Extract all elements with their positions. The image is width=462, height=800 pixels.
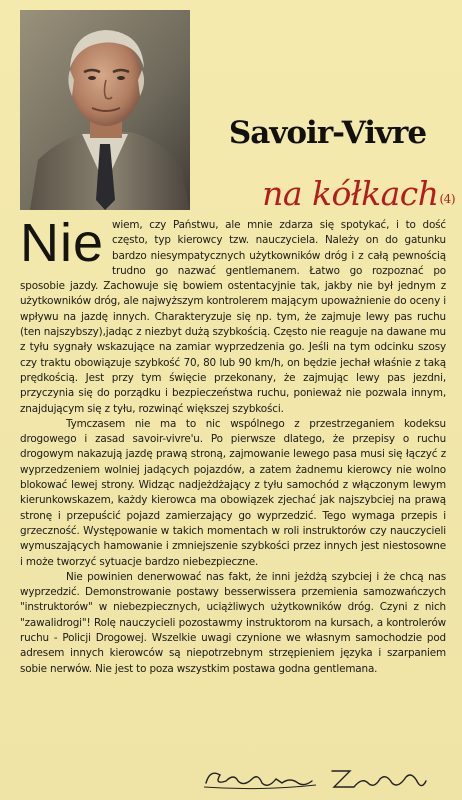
author-signature bbox=[200, 761, 430, 793]
dropcap: Nie bbox=[20, 213, 105, 273]
article-title: Savoir-Vivre bbox=[228, 115, 427, 151]
paragraph-2: Tymczasem nie ma to nic wspólnego z przestrzeganiem kodeksu drogowego i zasad savoir-vivre'u. Po pierwsze dlatego, że przepisy o ruchu drogowym nakazują jazdę prawą stroną, zajmowanie lewego pasa musi się łączyć z wyprzedzeniem wolniej jadących pojazdów, a zatem żadnemu kierowcy nie wolno blokować lewej strony. Widząc nadjeżdżający z tyłu samochód z włączonym lewym kierunkowskazem, każdy kierowca ma obowiązek zjechać jak najszybciej na prawą stronę i przepuścić pojazd zamierzający go wyprzedzić. Tego wymaga przepis i grzeczność. Występowanie w takich momentach w roli instruktorów czy nauczycieli wymuszających hamowanie i zmniejszenie szybkości przez innych jest niestosowne i może tworzyć sytuacje bardzo niebezpieczne. bbox=[20, 417, 446, 568]
article-body bbox=[20, 213, 446, 677]
paragraph-3: Nie powinien denerwować nas fakt, że inni jeżdżą szybciej i że chcą nas wyprzedzić. Demonstrowanie postawy besserwissera przemienia samozwańczych "instruktorów" w niebezpiecznych, uciążliwych użytkowników dróg. Czyni z nich "zawalidrogi"! Rolę nauczycieli pozostawmy instruktorom na kursach, a kontrolerów ruchu - Policji Drogowej. Wszelkie uwagi czynione we własnym samochodzie pod adresem innych kierowców są niepotrzebnym strzępieniem języka i szarpaniem sobie nerwów. Nie jest to poza wszystkim postawa godna gentlemana. bbox=[20, 570, 446, 675]
part-number: (4) bbox=[439, 192, 455, 206]
author-portrait-photo bbox=[20, 10, 190, 210]
article-subtitle bbox=[210, 174, 455, 213]
subtitle-text: na kółkach bbox=[262, 174, 439, 213]
paragraph-1: wiem, czy Państwu, ale mnie zdarza się spotykać, i to dość często, typ kierowcy tzw. nauczyciela. Należy on do gatunku bardzo niesympatycznych użytkowników dróg i z całą pewnością trudno go nazwać gentlemanem. Łatwo go rozpoznać po sposobie jazdy. Zachowuje się bowiem ostentacyjnie tak, jakby nie był jednym z użytkowników dróg, ale najwyższym kontrolerem mającym upoważnienie do oceny i wpływu na jazdę innych. Charakteryzuje się np. tym, że zajmuje lewy pas ruchu (ten najszybszy),jadąc z niezbyt dużą szybkością. Często nie reaguje na dawane mu z tyłu sygnały wskazujące na zamiar wyprzedzenia go. Jeśli na tym odcinku szosy czy traktu obowiązuje szybkość 70, 80 lub 90 km/h, on będzie jechał właśnie z taką prędkością. Jest przy tym święcie przekonany, że zajmując lewy pas jezdni, przyczynia się do porządku i bezpieczeństwa ruchu, ponieważ nie pozwala innym, znajdującym się z tyłu, rozwinąć większej szybkości. bbox=[20, 219, 446, 415]
